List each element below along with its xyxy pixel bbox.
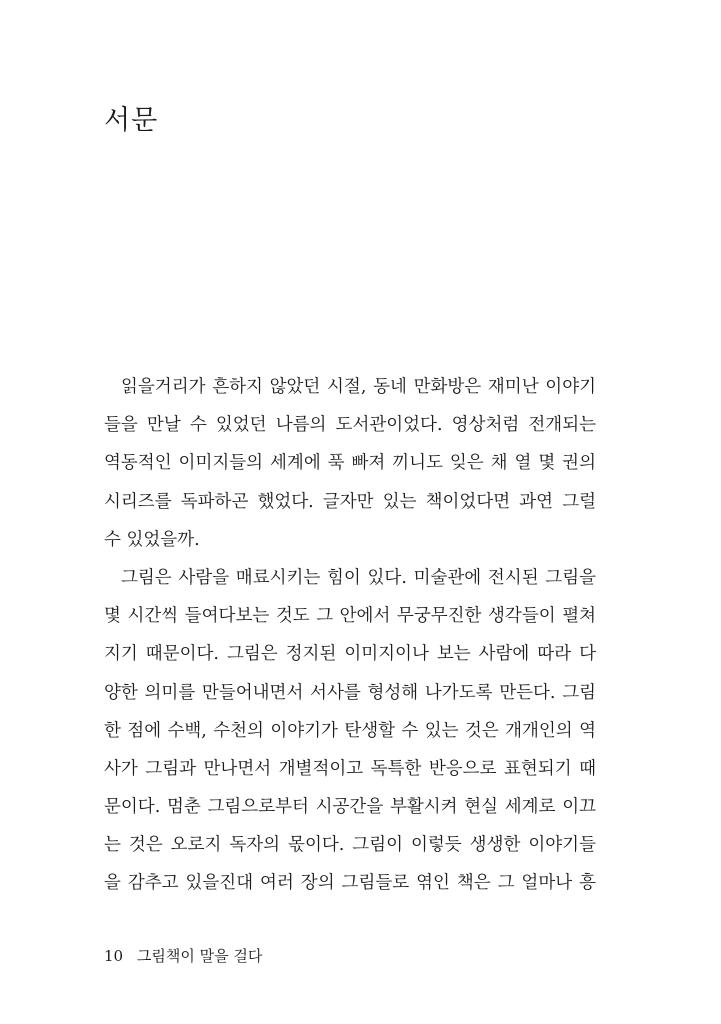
chapter-title: 서문 — [104, 105, 159, 136]
paragraph-1 — [104, 368, 596, 559]
text-line: 시리즈를 독파하곤 했었다. 글자만 있는 책이었다면 과연 그럴 — [104, 491, 596, 512]
text-line: 문이다. 멈춘 그림으로부터 시공간을 부활시켜 현실 세계로 이끄 — [104, 797, 596, 818]
text-line: 읽을거리가 흔하지 않았던 시절, 동네 만화방은 재미난 이야기 — [121, 377, 596, 397]
text-line: 수 있었을까. — [104, 529, 200, 550]
text-line: 지기 때문이다. 그림은 정지된 이미지이나 보는 사람에 따라 다 — [104, 644, 596, 665]
paragraph-2 — [104, 559, 596, 903]
text-line: 사가 그림과 만나면서 개별적이고 독특한 반응으로 표현되기 때 — [104, 758, 596, 779]
text-line: 들을 만날 수 있었던 나름의 도서관이었다. 영상처럼 전개되는 — [104, 415, 596, 436]
running-title: 그림책이 말을 걸다 — [136, 947, 263, 965]
page-footer — [104, 945, 262, 966]
text-line: 그림은 사람을 매료시키는 힘이 있다. 미술관에 전시된 그림을 — [121, 567, 596, 588]
text-line: 을 감추고 있을진대 여러 장의 그림들로 엮인 책은 그 얼마나 흥 — [104, 873, 596, 894]
text-line: 한 점에 수백, 수천의 이야기가 탄생할 수 있는 것은 개개인의 역 — [104, 720, 596, 741]
body-text — [104, 368, 596, 903]
text-line: 역동적인 이미지들의 세계에 푹 빠져 끼니도 잊은 채 열 몇 권의 — [104, 453, 596, 474]
text-line: 양한 의미를 만들어내면서 서사를 형성해 나가도록 만든다. 그림 — [104, 682, 596, 703]
text-line: 는 것은 오로지 독자의 몫이다. 그림이 이렇듯 생생한 이야기들 — [104, 835, 596, 856]
text-line: 몇 시간씩 들여다보는 것도 그 안에서 무궁무진한 생각들이 펼쳐 — [104, 606, 596, 627]
page-number: 10 — [104, 947, 124, 965]
